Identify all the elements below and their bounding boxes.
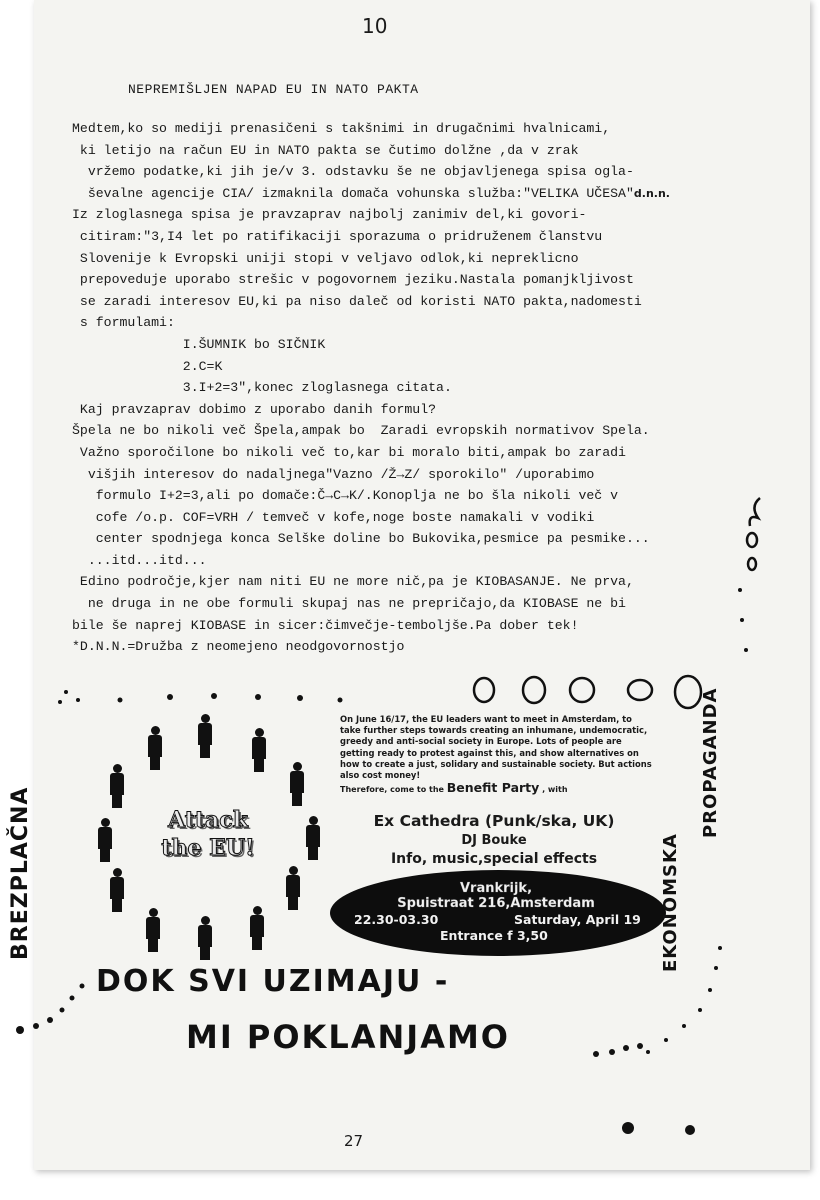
info-line: Info, music,special effects <box>390 851 598 867</box>
body-line: Edino področje,kjer nam niti EU ne more nič,pa je KIOBASANJE. Ne prva, <box>72 574 634 590</box>
man-figure <box>108 764 126 808</box>
band-name: Ex Cathedra (Punk/ska, UK) <box>373 812 615 830</box>
body-line: center spodnjega konca Selške doline bo Bukovika,pesmice pa pesmike... <box>72 531 650 547</box>
article-title: NEPREMIŠLJEN NAPAD EU IN NATO PAKTA <box>128 82 419 97</box>
venue-address: Spuistraat 216,Amsterdam <box>397 895 595 911</box>
body-line: cofe /o.p. COF=VRH / temveč v kofe,noge boste namakali v vodiki <box>72 509 595 525</box>
body-line: ne druga in ne obe formuli skupaj nas ne prepričajo,da KIOBASE ne bi <box>72 596 626 612</box>
body-line-text: ševalne agencije CIA/ izmaknila domača vohunska služba:"VELIKA UČESA" <box>72 185 634 201</box>
come-to-text: Therefore, come to the <box>340 785 444 794</box>
handwritten-ekonomska: EKONOMSKA <box>660 833 681 972</box>
attack-line: Attack <box>168 807 248 833</box>
benefit-line <box>340 780 568 795</box>
man-figure <box>250 728 268 772</box>
body-line: Medtem,ko so mediji prenasičeni s takšnimi in drugačnimi hvalnicami, <box>72 121 611 136</box>
body-line: Slovenije k Evropski uniji stopi v veljavo odlok,ki nepreklicno <box>72 250 579 266</box>
man-figure <box>288 762 306 806</box>
body-line: Špela ne bo nikoli več Špela,ampak bo Zaradi evropskih normativov Spela. <box>72 423 650 439</box>
page-number: 10 <box>362 14 388 38</box>
body-line: Kaj pravzaprav dobimo z uporabo danih formul? <box>72 401 437 417</box>
event-time: 22.30-03.30 <box>354 912 439 927</box>
body-line: se zaradi interesov EU,ki pa niso daleč od koristi NATO pakta,nadomesti <box>72 293 642 309</box>
body-line: ki letijo na račun EU in NATO pakta se čutimo dolžne ,da v zrak <box>72 142 579 158</box>
formula-line: 3.I+2=3",konec zloglasnega citata. <box>72 380 452 396</box>
dj-name: DJ Bouke <box>461 833 527 848</box>
man-figure <box>248 906 266 950</box>
with-text: , with <box>542 785 568 794</box>
man-figure <box>96 818 114 862</box>
body-line: vržemo podatke,ki jih je/v 3. odstavku še ne objavljenega spisa ogla- <box>72 164 634 180</box>
handwritten-note: d.n.n. <box>633 186 670 200</box>
venue-block <box>376 882 616 911</box>
body-line: višjih interesov do nadaljnega"Vazno /Ž→Z/ sporokilo" /uporabimo <box>72 466 595 482</box>
body-line: s formulami: <box>72 315 175 331</box>
attack-heading <box>138 806 278 862</box>
handwritten-propaganda: PROPAGANDA <box>700 687 721 838</box>
body-line: Važno sporočilone bo nikoli več to,kar bi moralo biti,ampak bo zaradi <box>72 444 626 460</box>
formula-line: 2.C=K <box>72 358 223 374</box>
body-line: Iz zloglasnega spisa je pravzaprav najbolj zanimiv del,ki govori- <box>72 207 587 223</box>
body-line: formulo I+2=3,ali po domače:Č→C→K/.Konoplja ne bo šla nikoli več v <box>72 488 619 504</box>
man-figure <box>196 714 214 758</box>
footnote: *D.N.N.=Družba z neomejeno neodgovornostjo <box>72 639 405 655</box>
body-line: bile še naprej KIOBASE in sicer:čimvečje-temboljše.Pa dober tek! <box>72 617 579 633</box>
venue-name: Vrankrijk, <box>459 881 533 896</box>
man-figure <box>144 908 162 952</box>
man-figure <box>284 866 302 910</box>
man-figure <box>146 726 164 770</box>
body-line: prepoveduje uporabo strešic v pogovornem jeziku.Nastala pomanjkljivost <box>72 272 634 288</box>
man-figure <box>304 816 322 860</box>
benefit-party-text: Benefit Party <box>446 780 540 795</box>
handwritten-slogan-line2: MI POKLANJAMO <box>186 1018 510 1056</box>
flyer-announcement: On June 16/17, the EU leaders want to meet in Amsterdam, to take further steps towards creating an inhumane, undemocratic, greedy and anti-social society in Europe. Lots of people are getting ready to protest against this, and show alternatives on how to create a just, solidary and sustainable society. But actions also cost money! <box>340 714 652 781</box>
formula-line: I.ŠUMNIK bo SIČNIK <box>72 336 326 352</box>
man-figure <box>196 916 214 960</box>
body-line: ...itd...itd... <box>72 552 207 568</box>
bottom-page-number: 27 <box>344 1132 364 1150</box>
handwritten-brezplacna: BREZPLAČNA <box>8 786 33 960</box>
event-date: Saturday, April 19 <box>514 912 641 927</box>
body-line: citiram:"3,I4 let po ratifikaciji sporazuma o pridruženem članstvu <box>72 228 603 244</box>
loop-doodles <box>474 498 760 708</box>
entrance-fee: Entrance f 3,50 <box>440 928 548 943</box>
attack-line: the EU! <box>161 835 255 861</box>
lineup <box>346 812 642 869</box>
handwritten-slogan-line1: DOK SVI UZIMAJU - <box>96 964 450 999</box>
man-figure <box>108 868 126 912</box>
